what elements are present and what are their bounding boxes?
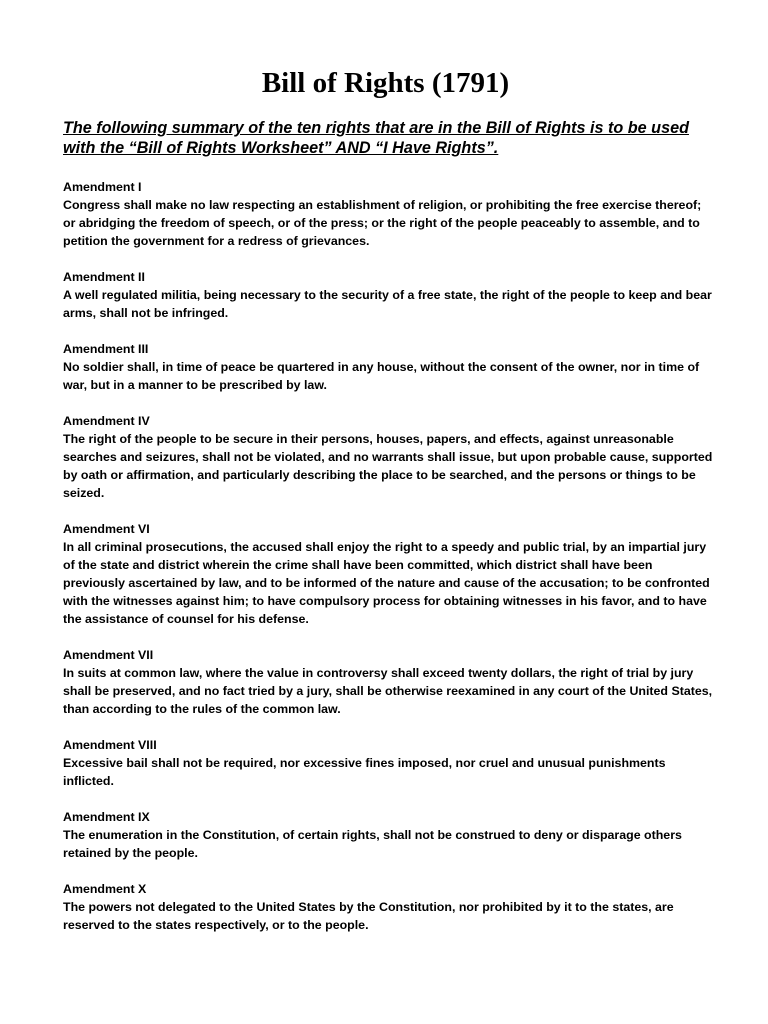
amendment-heading: Amendment VI: [63, 522, 150, 536]
amendment-8: [63, 736, 716, 790]
amendment-text: In suits at common law, where the value in controversy shall exceed twenty dollars, the right of trial by jury shall be preserved, and no fact tried by a jury, shall be otherwise reexamined in any court of the United States, than according to the rules of the common law.: [63, 666, 713, 716]
amendment-2: [63, 268, 716, 322]
amendment-text: In all criminal prosecutions, the accused shall enjoy the right to a speedy and public trial, by an impartial jury of the state and district wherein the crime shall have been committed, which district shall have been previously ascertained by law, and to be informed of the nature and cause of the accusation; to be confronted with the witnesses against him; to have compulsory process for obtaining witnesses in his favor, and to have the assistance of counsel for his defense.: [63, 540, 710, 626]
amendment-heading: Amendment VIII: [63, 738, 157, 752]
amendment-heading: Amendment VII: [63, 648, 154, 662]
amendment-heading: Amendment X: [63, 882, 147, 896]
amendment-text: No soldier shall, in time of peace be quartered in any house, without the consent of the owner, nor in time of war, but in a manner to be prescribed by law.: [63, 360, 700, 392]
amendment-text: Excessive bail shall not be required, nor excessive fines imposed, nor cruel and unusual punishments inflicted.: [63, 756, 666, 788]
amendment-text: Congress shall make no law respecting an establishment of religion, or prohibiting the free exercise thereof; or abridging the freedom of speech, or of the press; or the right of the people peaceably to assemble, and to petition the government for a redress of grievances.: [63, 198, 702, 248]
amendment-9: [63, 808, 716, 862]
amendment-text: The right of the people to be secure in their persons, houses, papers, and effects, against unreasonable searches and seizures, shall not be violated, and no warrants shall issue, but upon probable cause, supported by oath or affirmation, and particularly describing the place to be searched, and the persons or things to be seized.: [63, 432, 713, 500]
amendment-3: [63, 340, 716, 394]
amendment-6: [63, 520, 716, 628]
amendment-4: [63, 412, 716, 502]
amendment-text: A well regulated militia, being necessary to the security of a free state, the right of the people to keep and bear arms, shall not be infringed.: [63, 288, 712, 320]
amendment-7: [63, 646, 716, 718]
amendment-heading: Amendment I: [63, 180, 142, 194]
amendment-text: The enumeration in the Constitution, of certain rights, shall not be construed to deny or disparage others retained by the people.: [63, 828, 682, 860]
document-title: Bill of Rights (1791): [261, 67, 510, 99]
amendment-text: The powers not delegated to the United States by the Constitution, nor prohibited by it to the states, are reserved to the states respectively, or to the people.: [63, 900, 674, 932]
amendment-heading: Amendment II: [63, 270, 145, 284]
amendment-10: [63, 880, 716, 934]
amendment-heading: Amendment IX: [63, 810, 150, 824]
intro-paragraph: The following summary of the ten rights that are in the Bill of Rights is to be used with the “Bill of Rights Worksheet” AND “I Have Rights”.: [63, 119, 689, 157]
amendment-heading: Amendment IV: [63, 414, 150, 428]
amendment-heading: Amendment III: [63, 342, 149, 356]
amendment-1: [63, 178, 716, 250]
